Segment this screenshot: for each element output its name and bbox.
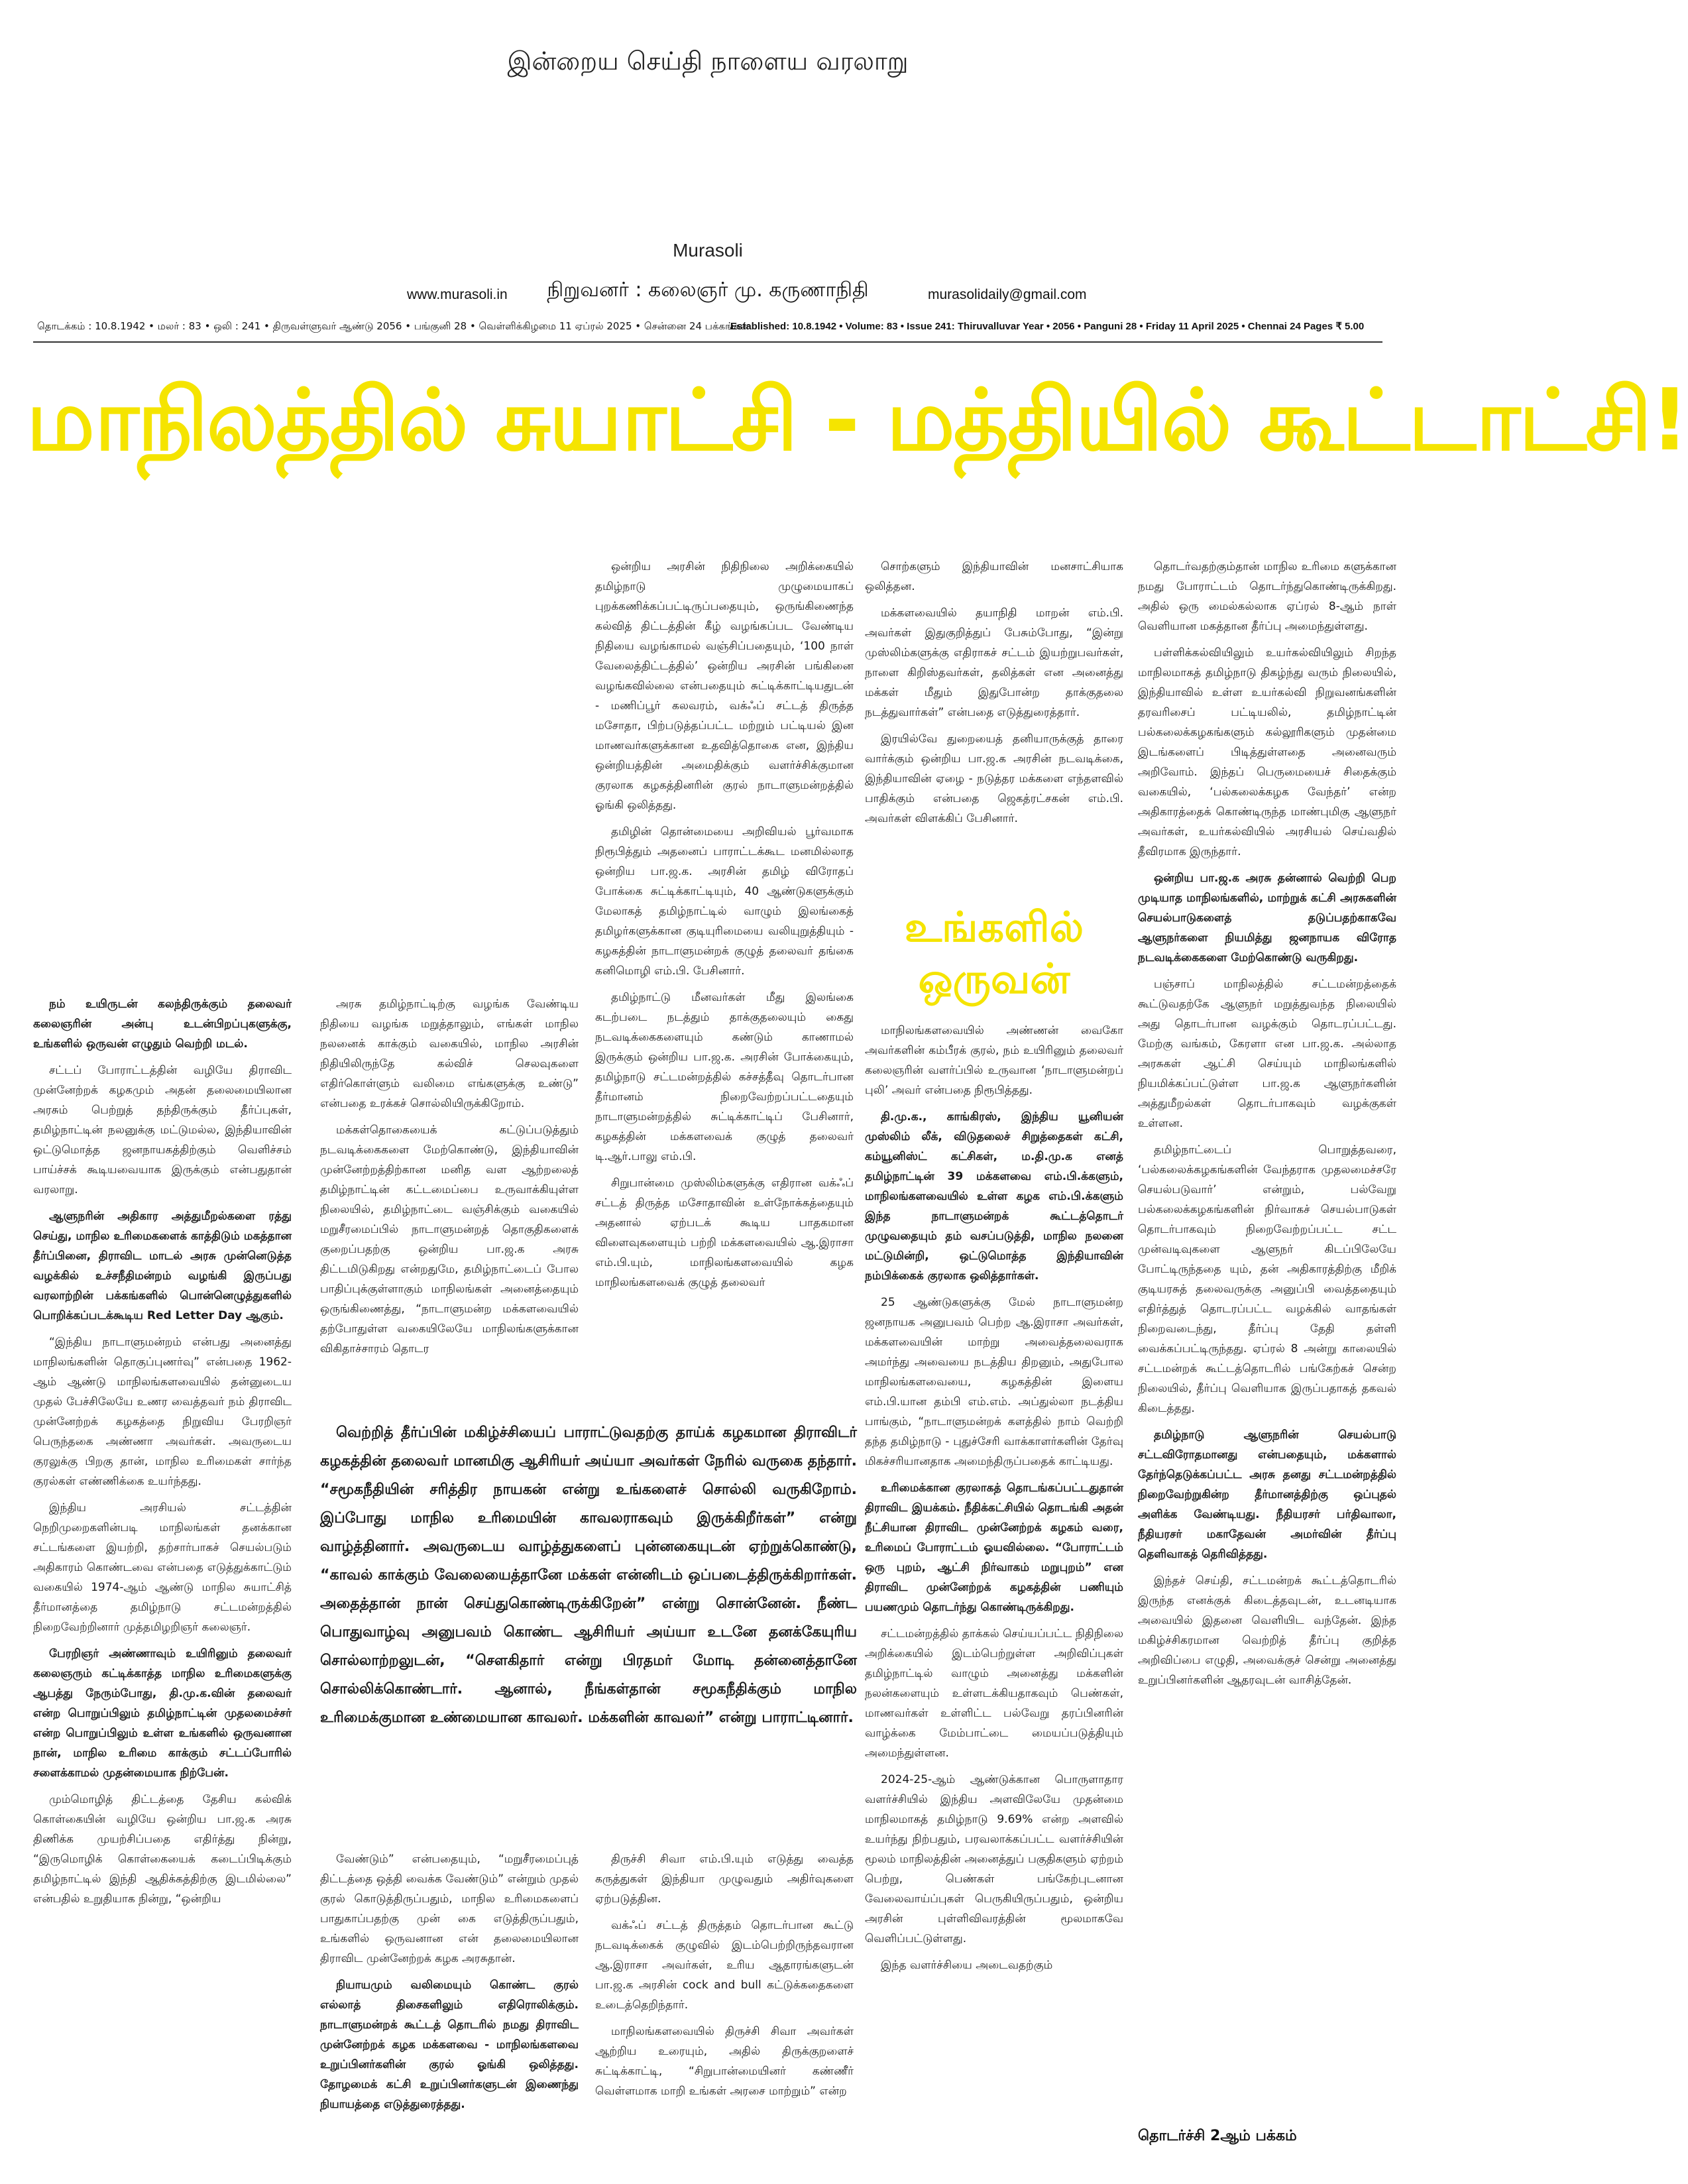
- paragraph: ஆளுநரின் அதிகார அத்துமீறல்களை ரத்து செய்து, மாநில உரிமைகளைக் காத்திடும் மகத்தான தீர்ப்பினை, திராவிட மாடல் அரசு முன்னெடுத்த வழக்கில் உச்சநீதிமன்றம் வழங்கி இருப்பது வரலாற்றின் பக்கங்களில் பொன்னெழுத்துகளில் பொறிக்கப்படக்கூடிய Red Letter Day ஆகும்.: [33, 1210, 292, 1322]
- paragraph: ஒன்றிய அரசின் நிதிநிலை அறிக்கையில் தமிழ்நாடு முழுமையாகப் புறக்கணிக்கப்பட்டிருப்பதையும், ஒருங்கிணைந்த கல்வித் திட்டத்தின் கீழ் வழங்கப்பட வேண்டிய நிதியை வழங்காமல் வஞ்சிப்பதையும், ‘100 நாள் வேலைத்திட்டத்தில்’ ஒன்றிய அரசின் பங்கினை வழங்கவில்லை என்பதையும் சுட்டிக்காட்டியதுடன் - மணிப்பூர் கலவரம், வக்ஃப் சட்டத் திருத்த மசோதா, பிற்படுத்தப்பட்ட மற்றும் பட்டியல் இன மாணவர்களுக்கான உதவித்தொகை என, இந்திய ஒன்றியத்தின் அமைதிக்கும் வளர்ச்சிக்குமான குரலாக கழகத்தினரின் குரல் நாடாளுமன்றத்தில் ஓங்கி ஒலித்தது.: [595, 560, 854, 812]
- paragraph: ஒன்றிய பா.ஜ.க அரசு தன்னால் வெற்றி பெற முடியாத மாநிலங்களில், மாற்றுக் கட்சி அரசுகளின் செயல்பாடுகளைத் தடுப்பதற்காகவே ஆளுநர்களை நியமித்து ஜனநாயக விரோத நடவடிக்கைகளை மேற்கொண்டு வருகிறது.: [1138, 872, 1396, 964]
- paragraph: வக்ஃப் சட்டத் திருத்தம் தொடர்பான கூட்டு நடவடிக்கைக் குழுவில் இடம்பெற்றிருந்தவரான ஆ.இராசா அவர்கள், உரிய ஆதாரங்களுடன் பா.ஜ.க அரசின் cock and bull கட்டுக்கதைகளை உடைத்தெறிந்தார்.: [595, 1919, 854, 2012]
- paragraph: 2024-25-ஆம் ஆண்டுக்கான பொருளாதார வளர்ச்சியில் இந்திய அளவிலேயே முதன்மை மாநிலமாகத் தமிழ்நாடு 9.69% என்ற அளவில் உயர்ந்து நிற்பதும், பரவலாக்கப்பட்ட வளர்ச்சியின் மூலம் மாநிலத்தின் அனைத்துப் பகுதிகளும் ஏற்றம் பெற்று, பெண்கள் பங்கேற்புடனான வேலைவாய்ப்புகள் பெருகியிருப்பதும், ஒன்றிய அரசின் புள்ளிவிவரத்தின் மூலமாகவே வெளிப்பட்டுள்ளது.: [865, 1773, 1123, 1945]
- paragraph: தொடர்வதற்கும்தான் மாநில உரிமை களுக்கான நமது போராட்டம் தொடர்ந்துகொண்டிருக்கிறது. அதில் ஒரு மைல்கல்லாக ஏப்ரல் 8-ஆம் நாள் வெளியான மகத்தான தீர்ப்பு அமைந்துள்ளது.: [1138, 560, 1396, 633]
- paragraph: அரசு தமிழ்நாட்டிற்கு வழங்க வேண்டிய நிதியை வழங்க மறுத்தாலும், எங்கள் மாநில நலனைக் காக்கும் வகையில், மாநில அரசின் நிதியிலிருந்தே கல்விச் செலவுகளை எதிர்கொள்ளும் வலிமை எங்களுக்கு உண்டு” என்பதை உரக்கச் சொல்லியிருக்கிறோம்.: [320, 998, 579, 1110]
- article-column-4: [865, 1021, 1123, 2154]
- paragraph: மக்கள்தொகையைக் கட்டுப்படுத்தும் நடவடிக்கைகளை மேற்கொண்டு, இந்தியாவின் முன்னேற்றத்திற்கான மனித வள ஆற்றலைத் தமிழ்நாட்டின் கட்டமைப்பை உருவாக்கியுள்ள நிலையில், தமிழ்நாட்டை வஞ்சிக்கும் வகையில் மறுசீரமைப்பில் நாடாளுமன்றத் தொகுதிகளைக் குறைப்பதற்கு ஒன்றிய பா.ஜ.க அரசு திட்டமிடுகிறது என்றதுமே, தமிழ்நாட்டைப் போல பாதிப்புக்குள்ளாகும் மாநிலங்கள் அனைத்தையும் ஒருங்கிணைத்து, “நாடாளுமன்ற மக்களவையில் தற்போதுள்ள வகையிலேயே மாநிலங்களுக்கான விகிதாச்சாரம் தொடர: [320, 1123, 579, 1355]
- paragraph: தி.மு.க., காங்கிரஸ், இந்திய யூனியன் முஸ்லிம் லீக், விடுதலைச் சிறுத்தைகள் கட்சி, கம்யூனிஸ்ட் கட்சிகள், ம.தி.மு.க எனத் தமிழ்நாட்டின் 39 மக்களவை எம்.பி.க்களும், மாநிலங்களவையில் உள்ள கழக எம்.பி.க்களும் இந்த நாடாளுமன்றக் கூட்டத்தொடர் முழுவதையும் தம் வசப்படுத்தி, மாநில நலனை மட்டுமின்றி, ஒட்டுமொத்த இந்தியாவின் நம்பிக்கைக் குரலாக ஒலித்தார்கள்.: [865, 1110, 1123, 1283]
- website-link[interactable]: www.murasoli.in: [407, 287, 508, 302]
- paragraph: இரயில்வே துறையைத் தனியாருக்குத் தாரை வார்க்கும் ஒன்றிய பா.ஜ.க அரசின் நடவடிக்கை, இந்தியாவின் ஏழை - நடுத்தர மக்களை எந்தளவில் பாதிக்கும் என்பதை ஜெகத்ரட்சகன் எம்.பி. அவர்கள் விளக்கிப் பேசினார்.: [865, 732, 1123, 825]
- highlight-quote: [320, 1418, 857, 1843]
- paragraph: இந்தச் செய்தி, சட்டமன்றக் கூட்டத்தொடரில் இருந்த எனக்குக் கிடைத்தவுடன், உடனடியாக அவையில் இதனை வெளியிட வந்தேன். இந்த மகிழ்ச்சிகரமான வெற்றித் தீர்ப்பு குறித்த அறிவிப்பை எழுதி, அவைக்குச் சென்று அனைத்து உறுப்பினர்களின் ஆதரவுடன் வாசித்தேன்.: [1138, 1574, 1396, 1687]
- masthead-tagline: இன்றைய செய்தி நாளைய வரலாறு: [507, 46, 909, 76]
- article-column-2-bottom: [320, 1849, 579, 2161]
- paragraph: மாநிலங்களவையில் திருச்சி சிவா அவர்கள் ஆற்றிய உரையும், அதில் திருக்குறளைச் சுட்டிக்காட்டி, “சிறுபான்மையினர் கண்ணீர் வெள்ளமாக மாறி உங்கள் அரசை மாற்றும்” என்ற: [595, 2025, 854, 2098]
- main-headline: மாநிலத்தில் சுயாட்சி - மத்தியில் கூட்டாட்சி!: [27, 371, 1688, 470]
- paragraph: வெற்றித் தீர்ப்பின் மகிழ்ச்சியைப் பாராட்டுவதற்கு தாய்க் கழகமான திராவிடர் கழகத்தின் தலைவர் மானமிகு ஆசிரியர் அய்யா அவர்கள் நேரில் வருகை தந்தார். “சமூகநீதியின் சரித்திர நாயகன் என்று உங்களைச் சொல்லி வருகிறோம். இப்போது மாநில உரிமையின் காவலராகவும் இருக்கிறீர்கள்” என்று வாழ்த்தினார். அவருடைய வாழ்த்துகளைப் புன்னகையுடன் ஏற்றுக்கொண்டு, “காவல் காக்கும் வேலையைத்தானே மக்கள் என்னிடம் ஒப்படைத்திருக்கிறார்கள். அதைத்தான் நான் செய்துகொண்டிருக்கிறேன்” என்று சொன்னேன். நீண்ட பொதுவாழ்வு அனுபவம் கொண்ட ஆசிரியர் அய்யா உடனே தனக்கேயுரிய சொல்லாற்றலுடன், “சௌகிதார் என்று பிரதமர் மோடி தன்னைத்தானே சொல்லிக்கொண்டார். ஆனால், நீங்கள்தான் சமூகநீதிக்கும் மாநில உரிமைக்குமான உண்மையான காவலர். மக்களின் காவலர்” என்று பாராட்டினார்.: [320, 1424, 857, 1726]
- email-link[interactable]: murasolidaily@gmail.com: [928, 287, 1087, 302]
- paragraph: தமிழ்நாடு ஆளுநரின் செயல்பாடு சட்டவிரோதமானது என்பதையும், மக்களால் தேர்ந்தெடுக்கப்பட்ட அரசு தனது சட்டமன்றத்தில் நிறைவேற்றுகின்ற தீர்மானத்திற்கு ஒப்புதல் அளிக்க வேண்டியது. நீதியரசர் பர்திவாலா, நீதியரசர் மகாதேவன் அமர்வின் தீர்ப்பு தெளிவாகத் தெரிவித்தது.: [1138, 1428, 1396, 1561]
- article-column-3: [595, 557, 854, 1485]
- article-column-5: [1138, 557, 1396, 2121]
- paragraph: தமிழ்நாட்டைப் பொறுத்தவரை, ‘பல்கலைக்கழகங்களின் வேந்தராக முதலமைச்சரே செயல்படுவார்’ என்றும், பல்வேறு பல்கலைக்கழகங்களின் நிர்வாகச் செயல்பாடுகள் தொடர்பாகவும் நிறைவேற்றப்பட்ட சட்ட முன்வடிவுகளை ஆளுநர் கிடப்பிலேயே போட்டிருந்ததை யும், தன் அதிகாரத்திற்கு மீறிக் குடியரசுத் தலைவருக்கு அனுப்பி வைத்ததையும் எதிர்த்துத் தொடரப்பட்ட வழக்கில் வாதங்கள் நிறைவடைந்து, தீர்ப்பு தேதி தள்ளி வைக்கப்பட்டிருந்தது. ஏப்ரல் 8 அன்று காலையில் சட்டமன்றக் கூட்டத்தொடரில் பங்கேற்கச் சென்ற நிலையில், தீர்ப்பு வெளியாக இருப்பதாகத் தகவல் கிடைத்தது.: [1138, 1143, 1396, 1415]
- paragraph: வேண்டும்” என்பதையும், “மறுசீரமைப்புத் திட்டத்தை ஒத்தி வைக்க வேண்டும்” என்றும் முதல் குரல் கொடுத்திருப்பதும், மாநில உரிமைகளைப் பாதுகாப்பதற்கு முன் கை எடுத்திருப்பதும், உங்களில் ஒருவனான என் தலைமையிலான திராவிட முன்னேற்றக் கழக அரசுதான்.: [320, 1853, 579, 1965]
- paragraph: பள்ளிக்கல்வியிலும் உயர்கல்வியிலும் சிறந்த மாநிலமாகத் தமிழ்நாடு திகழ்ந்து வரும் நிலையில், இந்தியாவில் உள்ள உயர்கல்வி நிறுவனங்களின் தரவரிசைப் பட்டியலில், தமிழ்நாட்டின் பல்கலைக்கழகங்களும் கல்லூரிகளும் முதன்மை இடங்களைப் பிடித்துள்ளதை அனைவரும் அறிவோம். இந்தப் பெருமையைச் சிதைக்கும் வகையில், ‘பல்கலைக்கழக வேந்தர்’ என்ற அதிகாரத்தைக் கொண்டிருந்த மாண்புமிகு ஆளுநர் அவர்கள், உயர்கல்வியில் அரசியல் செய்வதில் தீவிரமாக இருந்தார்.: [1138, 646, 1396, 858]
- article-column-4-top: [865, 557, 1123, 908]
- paragraph: உரிமைக்கான குரலாகத் தொடங்கப்பட்டதுதான் திராவிட இயக்கம். நீதிக்கட்சியில் தொடங்கி அதன் நீட்சியான திராவிட முன்னேற்றக் கழகம் வரை, உரிமைப் போராட்டம் ஓயவில்லை. “போராட்டம் ஒரு புறம், ஆட்சி நிர்வாகம் மறுபுறம்” என திராவிட முன்னேற்றக் கழகத்தின் பணியும் பயணமும் தொடர்ந்து கொண்டிருக்கிறது.: [865, 1481, 1123, 1614]
- paragraph: நம் உயிருடன் கலந்திருக்கும் தலைவர் கலைஞரின் அன்பு உடன்பிறப்புகளுக்கு, உங்களில் ஒருவன் எழுதும் வெற்றி மடல்.: [33, 998, 292, 1051]
- paragraph: மக்களவையில் தயாநிதி மாறன் எம்.பி. அவர்கள் இதுகுறித்துப் பேசும்போது, “இன்று முஸ்லிம்களுக்கு எதிராகச் சட்டம் இயற்றுபவர்கள், நாளை கிறிஸ்தவர்கள், தலித்கள் என அனைத்து மக்கள் மீதும் இதுபோன்ற தாக்குதலை நடத்துவார்கள்” என்பதை எடுத்துரைத்தார்.: [865, 606, 1123, 719]
- paragraph: சட்டமன்றத்தில் தாக்கல் செய்யப்பட்ட நிதிநிலை அறிக்கையில் இடம்பெற்றுள்ள அறிவிப்புகள் தமிழ்நாட்டில் வாழும் அனைத்து மக்களின் நலன்களையும் உள்ளடக்கியதாகவும் பெண்கள், மாணவர்கள் உள்ளிட்ட பல்வேறு தரப்பினரின் வாழ்க்கை மேம்பாட்டை மையப்படுத்தியும் அமைந்துள்ளன.: [865, 1627, 1123, 1760]
- paragraph: மாநிலங்களவையில் அண்ணன் வைகோ அவர்களின் கம்பீரக் குரல், நம் உயிரினும் தலைவர் கலைஞரின் வளர்ப்பில் உருவான ‘நாடாளுமன்றப் புலி’ அவர் என்பதை நிரூபித்தது.: [865, 1024, 1123, 1097]
- continued-note: தொடர்ச்சி 2ஆம் பக்கம்: [1138, 2128, 1297, 2144]
- dateline-english: Established: 10.8.1942 • Volume: 83 • Issue 241: Thiruvalluvar Year • 2056 • Panguni 28 • Friday 11 April 2025 • Chennai 24 Pages ₹ 5.00: [730, 321, 1365, 332]
- article-column-1: [33, 994, 292, 2154]
- dateline-tamil: தொடக்கம் : 10.8.1942 • மலர் : 83 • ஒலி : 241 • திருவள்ளுவர் ஆண்டு 2056 • பங்குனி 28 • வெள்ளிக்கிழமை 11 ஏப்ரல் 2025 • சென்னை 24 பக்கங்கள்: [37, 320, 750, 332]
- paragraph: திருச்சி சிவா எம்.பி.யும் எடுத்து வைத்த கருத்துகள் இந்தியா முழுவதும் அதிர்வுகளை ஏற்படுத்தின.: [595, 1853, 854, 1906]
- paragraph: சிறுபான்மை முஸ்லிம்களுக்கு எதிரான வக்ஃப் சட்டத் திருத்த மசோதாவின் உள்நோக்கத்தையும் அதனால் ஏற்படக் கூடிய பாதகமான விளைவுகளையும் பற்றி மக்களவையில் ஆ.இராசா எம்.பி.யும், மாநிலங்களவையில் கழக மாநிலங்களவைக் குழுத் தலைவர்: [595, 1177, 854, 1289]
- paragraph: இந்திய அரசியல் சட்டத்தின் நெறிமுறைகளின்படி மாநிலங்கள் தனக்கான சட்டங்களை இயற்றி, தற்சார்பாகச் செயல்படும் அதிகாரம் கொண்டவை என்பதை எடுத்துக்காட்டும் வகையில் 1974-ஆம் ஆண்டு மாநில சுயாட்சித் தீர்மானத்தை தமிழ்நாடு சட்டமன்றத்தில் நிறைவேற்றினார் முத்தமிழறிஞர் கலைஞர்.: [33, 1501, 292, 1634]
- paragraph: பஞ்சாப் மாநிலத்தில் சட்டமன்றத்தைக் கூட்டுவதற்கே ஆளுநர் மறுத்துவந்த நிலையில் அது தொடர்பான வழக்கும் தொடரப்பட்டது. மேற்கு வங்கம், கேரளா என பா.ஜ.க. அல்லாத அரசுகள் ஆட்சி செய்யும் மாநிலங்களில் நியமிக்கப்பட்டுள்ள பா.ஜ.க ஆளுநர்களின் அத்துமீறல்கள் தொடர்பாகவும் வழக்குகள் உள்ளன.: [1138, 978, 1396, 1130]
- paragraph: “இந்திய நாடாளுமன்றம் என்பது அனைத்து மாநிலங்களின் தொகுப்புணர்வு” என்பதை 1962-ஆம் ஆண்டு மாநிலங்களவையில் தன்னுடைய முதல் பேச்சிலேயே உணர வைத்தவர் நம் திராவிட முன்னேற்றக் கழகத்தை நிறுவிய பேரறிஞர் பெருந்தகை அண்ணா அவர்கள். அவருடைய குரலுக்கு பிறகு தான், மாநில உரிமைகள் சார்ந்த குரல்கள் எண்ணிக்கை உயர்ந்தது.: [33, 1336, 292, 1488]
- paragraph: மும்மொழித் திட்டத்தை தேசிய கல்விக் கொள்கையின் வழியே ஒன்றிய பா.ஜ.க அரசு திணிக்க முயற்சிப்பதை எதிர்த்து நின்று, “இருமொழிக் கொள்கையைக் கடைப்பிடிக்கும் தமிழ்நாட்டில் இந்தி ஆதிக்கத்திற்கு இடமில்லை” என்பதில் உறுதியாக நின்று, “ஒன்றிய: [33, 1793, 292, 1906]
- paragraph: தமிழ்நாட்டு மீனவர்கள் மீது இலங்கை கடற்படை நடத்தும் தாக்குதலையும் கைது நடவடிக்கைகளையும் கண்டும் காணாமல் இருக்கும் ஒன்றிய பா.ஜ.க. அரசின் போக்கையும், தமிழ்நாடு சட்டமன்றத்தில் கச்சத்தீவு தொடர்பான தீர்மானம் நிறைவேற்றப்பட்டதையும் நாடாளுமன்றத்தில் சுட்டிக்காட்டிப் பேசினார், கழகத்தின் மக்களவைக் குழுத் தலைவர் டி.ஆர்.பாலு எம்.பி.: [595, 991, 854, 1163]
- paragraph: இந்த வளர்ச்சியை அடைவதற்கும்: [881, 1959, 1053, 1972]
- masthead-divider: [33, 341, 1382, 343]
- article-column-2: [320, 994, 579, 1405]
- paragraph: 25 ஆண்டுகளுக்கு மேல் நாடாளுமன்ற ஜனநாயக அனுபவம் பெற்ற ஆ.இராசா அவர்கள், மக்களவையின் மாற்று அவைத்தலைவராக அமர்ந்து அவையை நடத்திய திறனும், அதுபோல மாநிலங்களவையை, கழகத்தின் இளைய எம்.பி.யான தம்பி எம்.எம். அப்துல்லா நடத்திய பாங்கும், “நாடாளுமன்றக் களத்தில் நாம் வெற்றி தந்த தமிழ்நாடு - புதுச்சேரி வாக்காளர்களின் தேர்வு மிகச்சரியானதாக அமைந்திருப்பதைக் காட்டியது.: [865, 1296, 1123, 1468]
- founder-line: நிறுவனர் : கலைஞர் மு. கருணாநிதி: [547, 278, 869, 302]
- paragraph: நியாயமும் வலிமையும் கொண்ட குரல் எல்லாத் திசைகளிலும் எதிரொலிக்கும். நாடாளுமன்றக் கூட்டத் தொடரில் நமது திராவிட முன்னேற்றக் கழக மக்களவை - மாநிலங்களவை உறுப்பினர்களின் குரல் ஓங்கி ஒலித்தது. தோழமைக் கட்சி உறுப்பினர்களுடன் இணைந்து நியாயத்தை எடுத்துரைத்தது.: [320, 1979, 579, 2111]
- column-box-title: உங்களில் ஒருவன்: [904, 903, 1084, 1003]
- paragraph: தமிழின் தொன்மையை அறிவியல் பூர்வமாக நிரூபித்தும் அதனைப் பாராட்டக்கூட மனமில்லாத ஒன்றிய பா.ஜ.க. அரசின் தமிழ் விரோதப் போக்கை சுட்டிக்காட்டியும், 40 ஆண்டுகளுக்கும் மேலாகத் தமிழ்நாட்டில் வாழும் இலங்கைத் தமிழர்களுக்கான குடியுரிமையை வலியுறுத்தியும் - கழகத்தின் நாடாளுமன்றக் குழுத் தலைவர் தங்கை கனிமொழி எம்.பி. பேசினார்.: [595, 825, 854, 978]
- article-column-3-bottom: [595, 1849, 854, 2161]
- paragraph: சட்டப் போராட்டத்தின் வழியே திராவிட முன்னேற்றக் கழகமும் அதன் தலைமையிலான அரசும் பெற்றுத் தந்திருக்கும் தீர்ப்புகள், தமிழ்நாட்டின் நலனுக்கு மட்டுமல்ல, இந்தியாவின் ஒட்டுமொத்த ஜனநாயகத்திற்கும் வெளிச்சம் பாய்ச்சக் கூடியவையாக இருக்கும் என்பதுதான் வரலாறு.: [33, 1064, 292, 1196]
- paragraph: சொற்களும் இந்தியாவின் மனசாட்சியாக ஒலித்தன.: [865, 560, 1123, 593]
- paragraph: பேரறிஞர் அண்ணாவும் உயிரினும் தலைவர் கலைஞரும் கட்டிக்காத்த மாநில உரிமைகளுக்கு ஆபத்து நேரும்போது, தி.மு.க.வின் தலைவர் என்ற பொறுப்பிலும் தமிழ்நாட்டின் முதலமைச்சர் என்ற பொறுப்பிலும் உள்ள உங்களில் ஒருவனான நான், மாநில உரிமை காக்கும் சட்டப்போரில் சளைக்காமல் முதன்மையாக நிற்பேன்.: [33, 1647, 292, 1780]
- masthead-name: Murasoli: [673, 240, 743, 260]
